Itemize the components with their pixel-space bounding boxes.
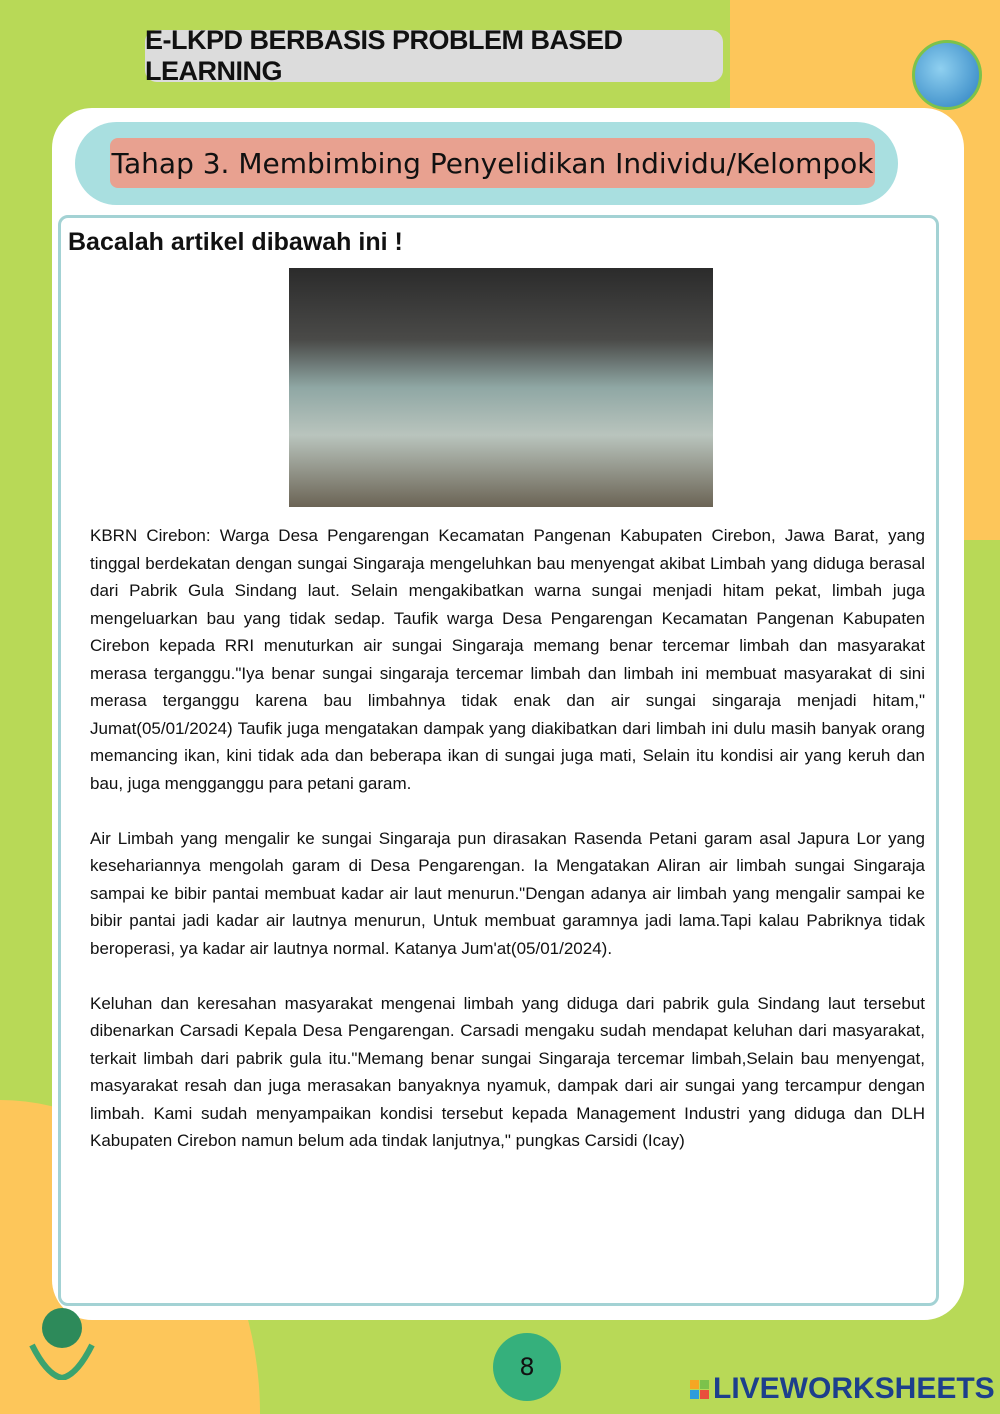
article-text [90, 522, 925, 1155]
page-number: 8 [493, 1333, 561, 1401]
earth-hands-icon [22, 1290, 102, 1380]
globe-icon [912, 40, 982, 110]
article-paragraph: Air Limbah yang mengalir ke sungai Singaraja pun dirasakan Rasenda Petani garam asal Japura Lor yang kesehariannya mengolah garam di Desa Pengarengan. Ia Mengatakan Aliran air limbah sungai Singaraja sampai ke bibir pantai membuat kadar air laut menurun."Dengan adanya air limbah yang mengalir sampai ke bibir pantai jadi kadar air lautnya menurun, Untuk membuat garamnya jadi lama.Tapi kalau Pabriknya tidak beroperasi, ya kadar air lautnya normal. Katanya Jum'at(05/01/2024). [90, 828, 925, 958]
stage-title: Tahap 3. Membimbing Penyelidikan Individu/Kelompok [110, 138, 875, 188]
liveworksheets-logo [690, 1372, 995, 1406]
instruction-heading: Bacalah artikel dibawah ini ! [68, 228, 403, 256]
article-paragraph: KBRN Cirebon: Warga Desa Pengarengan Kecamatan Pangenan Kabupaten Cirebon, Jawa Barat, yang tinggal berdekatan dengan sungai Singaraja mengeluhkan bau menyengat akibat Limbah yang diduga berasal dari Pabrik Gula Sindang laut. Selain mengakibatkan warna sungai menjadi hitam pekat, limbah juga mengeluarkan bau yang tidak sedap. Taufik warga Desa Pengarengan Kecamatan Pangenan Kabupaten Cirebon kepada RRI menuturkan air sungai Singaraja memang benar tercemar limbah dan masyarakat merasa terganggu."Iya benar sungai singaraja tercemar limbah dan limbah ini membuat masyarakat di sini merasa terganggu karena bau limbahnya tidak enak dan air sungai singaraja menjadi hitam," Jumat(05/01/2024) Taufik juga mengatakan dampak yang diakibatkan dari limbah ini dulu masih banyak orang memancing ikan, kini tidak ada dan beberapa ikan di sungai juga mati, Selain itu kondisi air yang keruh dan bau, juga mengganggu para petani garam. [90, 526, 925, 793]
logo-text: LIVEWORKSHEETS [713, 1372, 995, 1405]
article-photo [289, 268, 713, 507]
article-paragraph: Keluhan dan keresahan masyarakat mengenai limbah yang diduga dari pabrik gula Sindang laut tersebut dibenarkan Carsadi Kepala Desa Pengarengan. Carsadi mengaku sudah mendapat keluhan dari masyarakat, terkait limbah dari pabrik gula itu."Memang benar sungai Singaraja tercemar limbah,Selain bau menyengat, masyarakat resah dan juga merasakan banyaknya nyamuk, dampak dari air sungai yang tercampur dengan limbah. Kami sudah menyampaikan kondisi tersebut kepada Management Industri yang diduga dan DLH Kabupaten Cirebon namun belum ada tindak lanjutnya," pungkas Carsidi (Icay) [90, 993, 925, 1150]
logo-icon [690, 1380, 709, 1399]
worksheet-header: E-LKPD BERBASIS PROBLEM BASED LEARNING [145, 30, 723, 82]
